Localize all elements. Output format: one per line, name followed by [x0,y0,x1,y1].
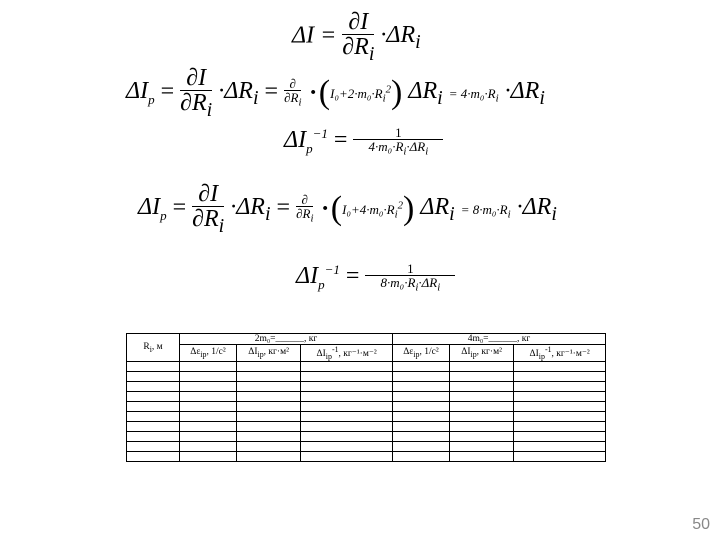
header-eps-2: $\Delta\varepsilon_{ip}$, 1/с² [392,345,449,362]
eq1-den: $\partial R_i$ [342,34,375,65]
measurement-table [126,333,606,462]
eq2-derivative: $\frac{\partial}{\partial R_i}$ [284,76,302,109]
eq3-fraction: $\frac{1}{4\cdot m_0\cdot R_i\cdot\Delta R_i}$ [353,126,443,157]
page-number: 50 [692,516,710,533]
header-radius: $R_i$, м [127,334,180,362]
equation-2: $\Delta I_p$ = $\frac{\partial I}{\partial R_i}$ $\cdot\Delta R_i$ = $\frac{\partial}{\partial R_i}$ $\cdot(I_0+2\cdot m_0\cdot R_i^2) \Delta R_i = 4\cdot m_0\cdot R_i \cdot\Delta R_i$ [126,65,545,121]
eq1-fraction [342,10,374,64]
table-row [127,452,606,462]
eq1-lhs: ΔI = [292,22,337,49]
header-group-4m0: 4m₀=______, кг [392,334,605,345]
table-row [127,402,606,412]
table-row [127,412,606,422]
eq1-num: ∂I [348,9,369,35]
equation-4: $\Delta I_p$ = $\frac{\partial I}{\partial R_i}$ $\cdot\Delta R_i$ = $\frac{\partial}{\partial R_i}$ $\cdot(I_0+4\cdot m_0\cdot R_i^2) \Delta R_i = 8\cdot m_0\cdot R_i \cdot\Delta R_i$ [138,181,557,237]
equation-3: $\Delta I_p^{-1}$ = $\frac{1}{4\cdot m_0\cdot R_i\cdot\Delta R_i}$ [284,126,443,157]
equation-1 [292,10,421,64]
eq2-lhs: $\Delta I_p$ [126,78,155,108]
header-diinv-2: $\Delta I_{ip}^{-1}$, кг⁻¹·м⁻² [514,345,606,362]
equation-5: $\Delta I_p^{-1}$ = $\frac{1}{8\cdot m_0\cdot R_i\cdot\Delta R_i}$ [296,262,455,293]
table-row [127,362,606,372]
table-row [127,392,606,402]
table-row [127,422,606,432]
table-row [127,432,606,442]
table-row [127,382,606,392]
header-di-2: $\Delta I_{ip}$, кг·м² [449,345,513,362]
header-diinv-1: $\Delta I_{ip}^{-1}$, кг⁻¹·м⁻² [301,345,393,362]
eq2-inner: $I_0+2\cdot m_0\cdot R_i^2$ [330,84,392,106]
table-row [127,372,606,382]
header-eps-1: $\Delta\varepsilon_{ip}$, 1/с² [180,345,237,362]
eq2-fraction: $\frac{\partial I}{\partial R_i}$ [180,65,213,121]
header-di-1: $\Delta I_{ip}$, кг·м² [236,345,300,362]
table-row [127,442,606,452]
header-group-2m0: 2m₀=______, кг [180,334,393,345]
eq1-rhs: $\cdot\Delta R_i$ [380,22,421,54]
